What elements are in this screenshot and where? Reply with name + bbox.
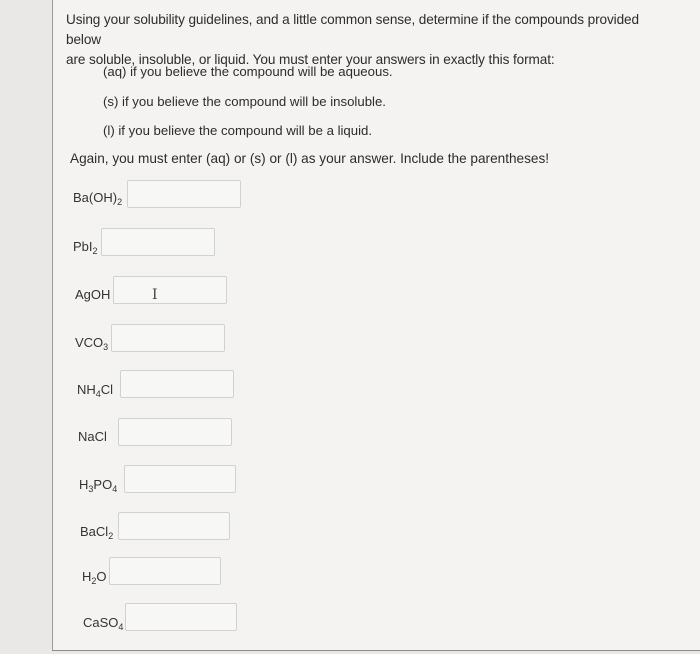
compound-label bbox=[80, 524, 113, 541]
compound-label bbox=[75, 287, 110, 302]
formula-text: Cl bbox=[100, 382, 114, 397]
compound-label bbox=[75, 335, 108, 352]
option-solid: (s) if you believe the compound will be insoluble. bbox=[103, 94, 386, 109]
formula-text: BaCl bbox=[80, 524, 109, 539]
answer-input-vco3[interactable] bbox=[111, 324, 225, 352]
compound-label bbox=[83, 615, 123, 632]
answer-input-nh4cl[interactable] bbox=[120, 370, 234, 398]
formula-text: Ba(OH) bbox=[73, 190, 118, 205]
compound-label bbox=[77, 382, 113, 399]
formula-text: O bbox=[96, 569, 107, 584]
compound-label bbox=[73, 239, 98, 256]
reminder-text: Again, you must enter (aq) or (s) or (l) as your answer. Include the parentheses! bbox=[70, 151, 550, 166]
formula-subscript: 4 bbox=[118, 622, 124, 632]
formula-text: H bbox=[82, 569, 92, 584]
answer-input-ba-oh-2[interactable] bbox=[127, 180, 241, 208]
formula-subscript: 3 bbox=[103, 342, 109, 352]
answer-input-pbi2[interactable] bbox=[101, 228, 215, 256]
answer-input-agoh[interactable] bbox=[113, 276, 227, 304]
formula-subscript: 3 bbox=[88, 484, 94, 494]
formula-subscript: 2 bbox=[117, 197, 123, 207]
formula-subscript: 4 bbox=[112, 484, 118, 494]
formula-text: PO bbox=[93, 477, 113, 492]
answer-input-h2o[interactable] bbox=[109, 557, 221, 585]
compound-label bbox=[82, 569, 107, 586]
formula-text: CaSO bbox=[83, 615, 119, 630]
compound-label bbox=[79, 477, 117, 494]
compound-label bbox=[73, 190, 122, 207]
instructions-line-2: are soluble, insoluble, or liquid. You must enter your answers in exactly this format: bbox=[66, 52, 555, 67]
answer-input-nacl[interactable] bbox=[118, 418, 232, 446]
formula-text: H bbox=[79, 477, 89, 492]
instructions-line-1: Using your solubility guidelines, and a little common sense, determine if the compounds provided below bbox=[66, 12, 639, 47]
formula-subscript: 2 bbox=[92, 246, 98, 256]
text-cursor-icon: I bbox=[152, 287, 158, 303]
answer-input-bacl2[interactable] bbox=[118, 512, 230, 540]
formula-subscript: 2 bbox=[91, 576, 97, 586]
formula-text: NH bbox=[77, 382, 96, 397]
formula-text: VCO bbox=[75, 335, 104, 350]
instructions-text bbox=[66, 10, 676, 70]
compound-label bbox=[78, 429, 107, 444]
formula-subscript: 4 bbox=[95, 389, 101, 399]
answer-input-h3po4[interactable] bbox=[124, 465, 236, 493]
formula-text: NaCl bbox=[78, 429, 107, 444]
option-aqueous: (aq) if you believe the compound will be aqueous. bbox=[103, 64, 393, 79]
option-liquid: (l) if you believe the compound will be a liquid. bbox=[103, 123, 373, 138]
answer-input-caso4[interactable] bbox=[125, 603, 237, 631]
formula-subscript: 2 bbox=[108, 531, 114, 541]
formula-text: PbI bbox=[73, 239, 93, 254]
formula-text: AgOH bbox=[75, 287, 111, 302]
